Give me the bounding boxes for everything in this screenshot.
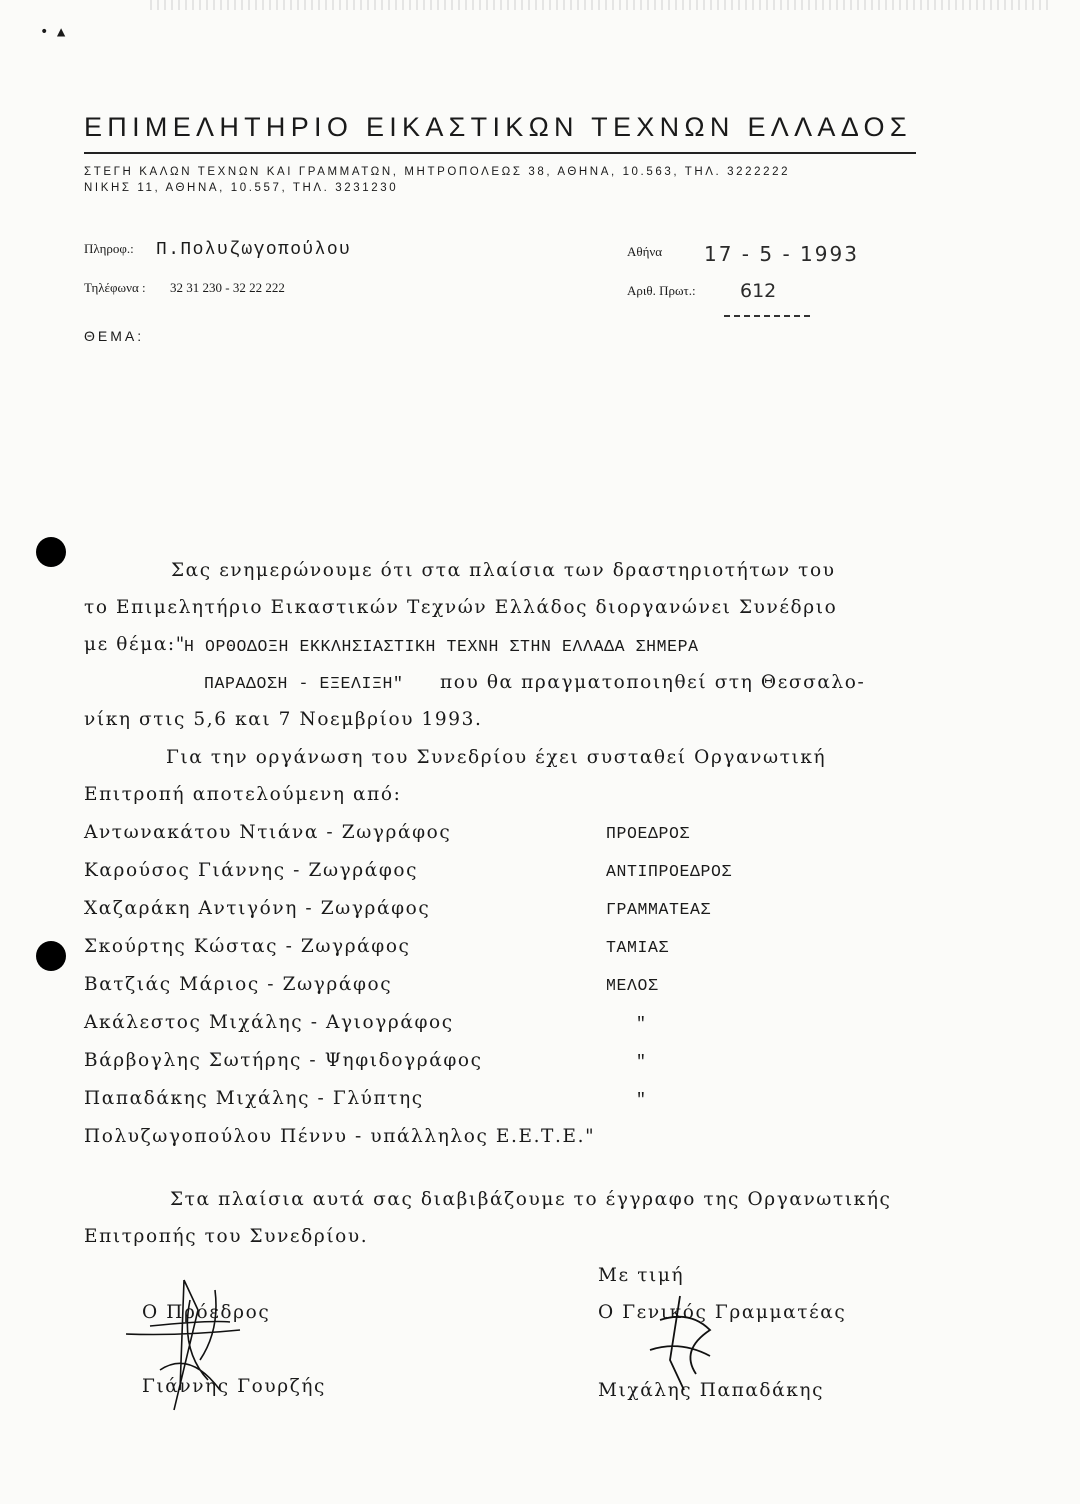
body-line-3b: Η ΟΡΘΟΔΟΞΗ ΕΚΚΛΗΣΙΑΣΤΙΚΗ ΤΕΧΝΗ ΣΤΗΝ ΕΛΛΑΔΑ ΣΗΜΕΡΑ xyxy=(184,637,699,656)
protocol-label: Αριθ. Πρωτ.: xyxy=(627,283,696,298)
member-name: Ακάλεστος Μιχάλης - Αγιογράφος xyxy=(84,1012,454,1033)
left-signatory-title: Ο Πρόεδρος xyxy=(142,1302,271,1323)
member-role: ΜΕΛΟΣ xyxy=(606,976,659,995)
body-line-1: Σας ενημερώνουμε ότι στα πλαίσια των δραστηριοτήτων του xyxy=(171,560,836,581)
body-line-4b: που θα πραγματοποιηθεί στη Θεσσαλο- xyxy=(440,672,866,693)
subject-label: ΘΕΜΑ: xyxy=(84,328,145,344)
info-label: Πληροφ.: xyxy=(84,241,134,256)
member-name: Αντωνακάτου Ντιάνα - Ζωγράφος xyxy=(84,822,452,843)
protocol-underline xyxy=(724,315,810,317)
phones-value: 32 31 230 - 32 22 222 xyxy=(170,280,285,295)
closing-line-2: Επιτροπής του Συνεδρίου. xyxy=(84,1226,369,1247)
body-line-3a: με θέμα:" xyxy=(84,634,186,655)
closing-line-1: Στα πλαίσια αυτά σας διαβιβάζουμε το έγγραφο της Οργανωτικής xyxy=(170,1189,892,1210)
body-line-4a: ΠΑΡΑΔΟΣΗ - ΕΞΕΛΙΞΗ" xyxy=(204,674,404,693)
phones-label: Τηλέφωνα : xyxy=(84,280,146,295)
right-signatory-title: Ο Γενικός Γραμματέας xyxy=(598,1302,847,1323)
member-role: " xyxy=(636,1052,647,1071)
regards: Με τιμή xyxy=(598,1265,685,1286)
member-name: Βάρβογλης Σωτήρης - Ψηφιδογράφος xyxy=(84,1050,483,1071)
scan-marks: • ▲ xyxy=(40,24,66,40)
address-line-1: ΣΤΕΓΗ ΚΑΛΩΝ ΤΕΧΝΩΝ ΚΑΙ ΓΡΑΜΜΑΤΩΝ, ΜΗΤΡΟΠΟΛΕΩΣ 38, ΑΘΗΝΑ, 10.563, ΤΗΛ. 3222222 xyxy=(84,166,791,178)
member-role: ΤΑΜΙΑΣ xyxy=(606,938,670,957)
member-role: " xyxy=(636,1090,647,1109)
body-line-7: Επιτροπή αποτελούμενη από: xyxy=(84,784,402,805)
member-name: Παπαδάκης Μιχάλης - Γλύπτης xyxy=(84,1088,424,1109)
body-line-6: Για την οργάνωση του Συνεδρίου έχει συσταθεί Οργανωτική xyxy=(166,747,827,768)
member-role: ΓΡΑΜΜΑΤΕΑΣ xyxy=(606,900,712,919)
member-role: " xyxy=(636,1014,647,1033)
member-name: Πολυζωγοπούλου Πέννυ - υπάλληλος Ε.Ε.Τ.Ε." xyxy=(84,1126,596,1147)
member-name: Καρούσος Γιάννης - Ζωγράφος xyxy=(84,860,419,881)
letterhead-rule xyxy=(84,152,916,154)
letterhead-title: ΕΠΙΜΕΛΗΤΗΡΙΟ ΕΙΚΑΣΤΙΚΩΝ ΤΕΧΝΩΝ ΕΛΛΑΔΟΣ xyxy=(84,112,912,142)
member-role: ΠΡΟΕΔΡΟΣ xyxy=(606,824,691,843)
body-line-5: νίκη στις 5,6 και 7 Νοεμβρίου 1993. xyxy=(84,709,483,730)
left-signatory-name: Γιάννης Γουρζής xyxy=(142,1376,326,1397)
body-line-2: το Επιμελητήριο Εικαστικών Τεχνών Ελλάδος διοργανώνει Συνέδριο xyxy=(84,597,838,618)
info-value: Π.Πολυζωγοπούλου xyxy=(156,240,352,260)
scan-noise-strip xyxy=(150,0,1050,10)
member-name: Χαζαράκη Αντιγόνη - Ζωγράφος xyxy=(84,898,431,919)
punch-hole-top xyxy=(36,537,66,567)
right-signatory-name: Μιχάλης Παπαδάκης xyxy=(598,1380,825,1401)
date-value: 17 - 5 - 1993 xyxy=(704,242,859,266)
place-label: Αθήνα xyxy=(627,244,663,259)
punch-hole-bottom xyxy=(36,941,66,971)
address-line-2: ΝΙΚΗΣ 11, ΑΘΗΝΑ, 10.557, ΤΗΛ. 3231230 xyxy=(84,182,399,194)
member-name: Βατζιάς Μάριος - Ζωγράφος xyxy=(84,974,393,995)
left-signature-scribble xyxy=(120,1270,280,1420)
protocol-value: 612 xyxy=(740,280,777,302)
member-role: ΑΝΤΙΠΡΟΕΔΡΟΣ xyxy=(606,862,733,881)
member-name: Σκούρτης Κώστας - Ζωγράφος xyxy=(84,936,411,957)
